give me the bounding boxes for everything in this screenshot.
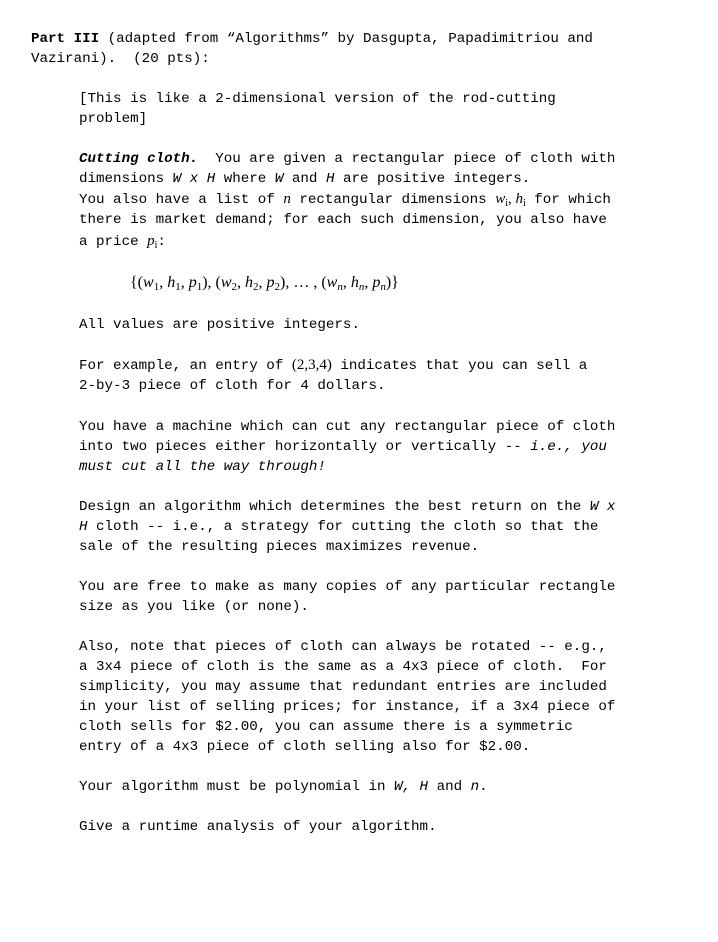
- height-var: H: [325, 171, 335, 187]
- polynomial-text: Your algorithm must be polynomial in: [79, 779, 395, 795]
- copies-line2: size as you like (or none).: [79, 599, 309, 615]
- rotation-line5: cloth sells for $2.00, you can assume there is a symmetric: [79, 719, 573, 735]
- problem-text: You are given a rectangular piece of cloth with: [198, 151, 616, 167]
- width-var: W: [274, 171, 284, 187]
- price-list-formula: {($w_1$, $h_1$, $p_1$), ($w_2$, $h_2$, $p_2$), … , ($w_n$, $h_n$, $p_n$)}: [130, 274, 399, 293]
- part-header-line2: Vazirani). (20 pts):: [31, 51, 210, 67]
- design-line1: [79, 497, 615, 517]
- comma: ,: [507, 191, 516, 207]
- problem-text: and: [283, 171, 326, 187]
- rotation-line1: Also, note that pieces of cloth can always be rotated -- e.g.,: [79, 639, 607, 655]
- part-label: Part III: [31, 31, 100, 47]
- problem-line2: [79, 169, 530, 189]
- example-text: indicates that you can sell a: [331, 358, 588, 374]
- intro-note-line2: problem]: [79, 111, 148, 127]
- dimension-var: W x H: [172, 171, 216, 187]
- values-note: All values are positive integers.: [79, 317, 360, 333]
- example-text: For example, an entry of: [79, 358, 292, 374]
- problem-text: for which: [525, 192, 611, 208]
- machine-line1: You have a machine which can cut any rectangular piece of cloth: [79, 419, 616, 435]
- problem-text: where: [215, 171, 275, 187]
- problem-text: dimensions: [79, 171, 173, 187]
- rotation-line3: simplicity, you may assume that redundant entries are included: [79, 679, 607, 695]
- rotation-line6: entry of a 4x3 piece of cloth selling also for $2.00.: [79, 739, 531, 755]
- n-var: n: [283, 191, 291, 207]
- design-text: Design an algorithm which determines the best return on the: [79, 499, 590, 515]
- machine-line3: [79, 457, 326, 477]
- machine-emphasis: must cut all the way through!: [79, 459, 326, 475]
- rotation-line2: a 3x4 piece of cloth is the same as a 4x3 piece of cloth. For: [79, 659, 607, 675]
- pi-var: $p_i$: [147, 233, 158, 251]
- problem-text: are positive integers.: [334, 171, 531, 187]
- example-tuple: (2,3,4): [291, 357, 332, 373]
- copies-line1: You are free to make as many copies of any particular rectangle: [79, 579, 616, 595]
- runtime-requirement: Give a runtime analysis of your algorithm.: [79, 819, 437, 835]
- problem-text: You also have a list of: [79, 192, 284, 208]
- wi-var: $w_i$: [495, 191, 508, 209]
- machine-emphasis: i.e., you: [530, 439, 607, 455]
- example-line1: [79, 355, 587, 376]
- wh-vars: W, H: [394, 779, 429, 795]
- polynomial-text: .: [479, 779, 488, 795]
- polynomial-text: and: [428, 779, 471, 795]
- rotation-line4: in your list of selling prices; for instance, if a 3x4 piece of: [79, 699, 616, 715]
- problem-line5: [79, 231, 166, 252]
- machine-line2: [79, 437, 607, 457]
- height-var: H: [79, 519, 88, 535]
- design-text: cloth -- i.e., a strategy for cutting the cloth so that the: [87, 519, 599, 535]
- part-header: [31, 29, 593, 49]
- design-line2: [79, 517, 598, 537]
- intro-note-line1: [This is like a 2-dimensional version of the rod-cutting: [79, 91, 556, 107]
- problem-text: rectangular dimensions: [290, 192, 496, 208]
- example-line2: 2-by-3 piece of cloth for 4 dollars.: [79, 378, 386, 394]
- n-var: n: [470, 779, 480, 795]
- hi-var: $h_i$: [515, 191, 526, 209]
- polynomial-requirement: [79, 777, 488, 797]
- design-line3: sale of the resulting pieces maximizes revenue.: [79, 539, 480, 555]
- problem-text: :: [157, 234, 166, 250]
- problem-line4: there is market demand; for each such dimension, you also have: [79, 212, 607, 228]
- problem-line1: [79, 149, 615, 169]
- machine-text: into two pieces either horizontally or vertically --: [79, 439, 531, 455]
- problem-title: Cutting cloth.: [79, 151, 199, 167]
- problem-line3: [79, 189, 611, 210]
- source-note: (adapted from “Algorithms” by Dasgupta, Papadimitriou and: [99, 31, 593, 47]
- dimension-var: W x: [589, 499, 616, 515]
- problem-text: a price: [79, 234, 148, 250]
